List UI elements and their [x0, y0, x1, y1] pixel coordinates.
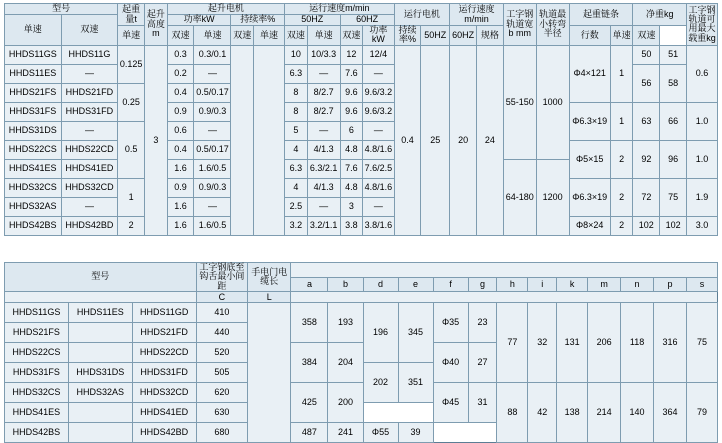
cell-power-double: 0.9/0.3 [194, 102, 231, 121]
cell-capacity: 2 [118, 216, 145, 235]
cell-60-single: 4.8 [340, 140, 363, 159]
th2-g: g [468, 277, 497, 292]
cell-max-load: 0.6 [686, 45, 717, 102]
cell-60-single: 9.6 [340, 83, 363, 102]
cell2-model1: HHDS32CS [5, 383, 69, 403]
th-max-load: 工字钢轨道可用最大载重kg [686, 4, 717, 46]
cell-power-double: — [194, 121, 231, 140]
cell2-d: 196 [363, 303, 398, 363]
cell-weight-single: 50 [633, 45, 660, 64]
cell2-a: 358 [291, 303, 328, 343]
cell-60-double: — [363, 121, 394, 140]
cell-run-power: 0.4 [394, 45, 421, 235]
cell2-model2: HHDS32AS [68, 383, 132, 403]
th-travel-speed: 运行速度m/min [285, 4, 395, 15]
cell2-i: 32 [528, 303, 557, 383]
cell-50-single: 6.3 [285, 159, 308, 178]
cell-chain-spec: Φ6.3×19 [569, 102, 610, 140]
cell-weight-single: 56 [633, 64, 660, 102]
th2-dims-spacer-2 [291, 292, 718, 303]
cell-model-single: HHDS31FS [5, 102, 62, 121]
cell-turn-radius: 1000 [536, 45, 569, 159]
th-hoist-duty-single: 单速 [194, 26, 231, 46]
table-row [5, 216, 718, 235]
cell2-h: 77 [497, 303, 528, 383]
cell-run-duty: 25 [421, 45, 450, 235]
th2-model: 型号 [5, 263, 197, 292]
th2-l-symbol: L [248, 292, 291, 303]
cell-50-single: 5 [285, 121, 308, 140]
cell2-a: 425 [291, 383, 328, 423]
cell-60-double: 4.8/1.6 [363, 178, 394, 197]
cell-model-double: HHDS31FD [61, 102, 118, 121]
cell-60-single: 4.8 [340, 178, 363, 197]
cell-model-double: — [61, 121, 118, 140]
th-hoist-duty: 持续率% [231, 15, 285, 26]
cell-60-single: 7.6 [340, 64, 363, 83]
cell2-s: 79 [687, 383, 718, 443]
cell-model-single: HHDS22CS [5, 140, 62, 159]
cell2-model3: HHDS42BD [132, 423, 196, 443]
cell-50-double: 4/1.3 [307, 178, 340, 197]
cell-50-single: 4 [285, 140, 308, 159]
cell2-f: Φ55 [363, 423, 398, 443]
cell-50-double: 8/2.7 [307, 102, 340, 121]
cell-chain-rows: 2 [610, 178, 633, 216]
th-60-double: 双速 [340, 26, 363, 46]
th-model: 型号 [5, 4, 118, 15]
th-run-60: 60HZ [450, 26, 477, 46]
cell2-model2 [68, 343, 132, 363]
cell-max-load: 1.0 [686, 140, 717, 178]
th-speed-60hz: 60HZ [340, 15, 394, 26]
th-net-weight: 净重kg [633, 4, 687, 26]
cell-60-double: 9.6/3.2 [363, 102, 394, 121]
cell-run-50: 20 [450, 45, 477, 235]
specification-table-1 [4, 3, 718, 236]
th-chain-spec: 规格 [476, 26, 503, 46]
cell-power-double: — [194, 197, 231, 216]
th2-e: e [398, 277, 433, 292]
th-lift-height: 起升高度m [145, 4, 168, 46]
cell-power-single: 0.3 [167, 45, 194, 64]
cell-power-double: 0.5/0.17 [194, 83, 231, 102]
th-50-single: 单速 [254, 26, 285, 46]
th2-b: b [328, 277, 363, 292]
cell-50-double: 8/2.7 [307, 83, 340, 102]
cell2-c: 520 [196, 343, 248, 363]
cell-power-double: 0.5/0.17 [194, 140, 231, 159]
cell-run-60: 24 [476, 45, 503, 235]
cell-50-double: — [307, 121, 340, 140]
cell2-p: 316 [654, 303, 687, 383]
cell-model-single: HHDS31DS [5, 121, 62, 140]
cell2-d: 202 [363, 363, 398, 403]
cell-model-single: HHDS32CS [5, 178, 62, 197]
cell-model-single: HHDS32AS [5, 197, 62, 216]
cell2-b: 241 [328, 423, 363, 443]
cell2-m: 206 [588, 303, 621, 383]
cell2-g: 39 [398, 423, 433, 443]
cell2-model2: HHDS11ES [68, 303, 132, 323]
cell-50-double: 6.3/2.1 [307, 159, 340, 178]
cell-60-double: — [363, 197, 394, 216]
cell-60-double: 4.8/1.6 [363, 140, 394, 159]
cell-model-single: HHDS11GS [5, 45, 62, 64]
cell-60-double: — [363, 64, 394, 83]
cell-model-single: HHDS41ES [5, 159, 62, 178]
cell-model-double: HHDS21FD [61, 83, 118, 102]
cell2-l [248, 303, 291, 443]
cell-60-single: 12 [340, 45, 363, 64]
th2-n: n [621, 277, 654, 292]
cell-60-double: 7.6/2.5 [363, 159, 394, 178]
cell-60-single: 3.8 [340, 216, 363, 235]
cell-max-load: 1.0 [686, 102, 717, 140]
th2-f: f [433, 277, 468, 292]
cell-model-single: HHDS42BS [5, 216, 62, 235]
th-model-double: 双速 [61, 15, 118, 46]
cell-50-single: 6.3 [285, 64, 308, 83]
cell-chain-rows: 1 [610, 45, 633, 102]
cell-50-single: 2.5 [285, 197, 308, 216]
th-weight-double: 双速 [633, 26, 660, 46]
th2-i: i [528, 277, 557, 292]
table-row [5, 102, 718, 121]
th2-p: p [654, 277, 687, 292]
th-hoist-power-single: 单速 [118, 26, 145, 46]
th-hoist-motor: 起升电机 [167, 4, 284, 15]
cell-50-double: — [307, 64, 340, 83]
th2-min-gap: 工字钢底至钩舌最小间距 [196, 263, 248, 292]
table-row [5, 383, 718, 403]
cell2-f: Φ35 [433, 303, 468, 343]
cell-model-double: — [61, 64, 118, 83]
cell-model-double: HHDS42BD [61, 216, 118, 235]
cell2-g: 27 [468, 343, 497, 383]
th2-d: d [363, 277, 398, 292]
cell-power-single: 1.6 [167, 216, 194, 235]
cell2-model2 [68, 323, 132, 343]
cell-power-single: 0.2 [167, 64, 194, 83]
cell-weight-double: 102 [660, 216, 687, 235]
cell2-m: 214 [588, 383, 621, 443]
cell2-s: 75 [687, 303, 718, 383]
th-turn-radius: 轨道最小转弯半径 [536, 4, 569, 46]
cell-max-load: 1.9 [686, 178, 717, 216]
cell-power-double: 1.6/0.5 [194, 159, 231, 178]
cell2-g: 31 [468, 383, 497, 423]
th2-m: m [588, 277, 621, 292]
cell-model-double: HHDS11G [61, 45, 118, 64]
cell2-b: 193 [328, 303, 363, 343]
cell-model-double: HHDS32CD [61, 178, 118, 197]
cell-chain-spec: Φ5×15 [569, 140, 610, 178]
cell-power-single: 1.6 [167, 159, 194, 178]
th-run-speed: 运行速度m/min [450, 4, 504, 26]
cell-50-double: 4/1.3 [307, 140, 340, 159]
cell-50-single: 3.2 [285, 216, 308, 235]
th-60-single: 单速 [307, 26, 340, 46]
th2-h: h [497, 277, 528, 292]
cell2-c: 680 [196, 423, 248, 443]
cell2-g: 23 [468, 303, 497, 343]
cell2-model1: HHDS41ES [5, 403, 69, 423]
cell-weight-double: 96 [660, 140, 687, 178]
cell-power-single: 0.6 [167, 121, 194, 140]
th2-a: a [291, 277, 328, 292]
cell-turn-radius: 1200 [536, 159, 569, 235]
cell2-model3: HHDS41ED [132, 403, 196, 423]
cell2-e: 345 [398, 303, 433, 363]
th2-s: s [687, 277, 718, 292]
cell-60-double: 9.6/3.2 [363, 83, 394, 102]
cell-power-single: 0.9 [167, 102, 194, 121]
cell-50-double: — [307, 197, 340, 216]
cell-50-double: 3.2/1.1 [307, 216, 340, 235]
cell2-k: 138 [557, 383, 588, 443]
cell-power-single: 1.6 [167, 197, 194, 216]
cell-weight-single: 63 [633, 102, 660, 140]
th2-c-symbol: C [196, 292, 248, 303]
th-speed-50hz: 50HZ [285, 15, 341, 26]
th2-dims-spacer [291, 263, 718, 278]
cell2-model3: HHDS22CD [132, 343, 196, 363]
cell-weight-double: 58 [660, 64, 687, 102]
cell-model-single: HHDS21FS [5, 83, 62, 102]
cell-50-single: 8 [285, 83, 308, 102]
cell-capacity: 0.125 [118, 45, 145, 83]
cell2-f: Φ45 [433, 383, 468, 423]
cell-50-single: 10 [285, 45, 308, 64]
th-beam-width: 工字钢轨道宽b mm [503, 4, 536, 46]
cell2-p: 364 [654, 383, 687, 443]
cell2-b: 200 [328, 383, 363, 423]
cell2-a: 384 [291, 343, 328, 383]
cell-weight-single: 92 [633, 140, 660, 178]
cell-chain-spec: Φ6.3×19 [569, 178, 610, 216]
cell-beam-width: 64-180 [503, 159, 536, 235]
cell2-model3: HHDS21FD [132, 323, 196, 343]
cell-chain-rows: 2 [610, 216, 633, 235]
cell-capacity: 0.5 [118, 121, 145, 178]
cell2-model1: HHDS42BS [5, 423, 69, 443]
table-row [5, 45, 718, 64]
cell-beam-width: 55-150 [503, 45, 536, 159]
cell-power-double: 0.3/0.1 [194, 45, 231, 64]
cell-60-double: 3.8/1.6 [363, 216, 394, 235]
cell-weight-double: 75 [660, 178, 687, 216]
cell2-c: 410 [196, 303, 248, 323]
th-hoist-duty-double: 双速 [231, 26, 254, 46]
cell-weight-double: 66 [660, 102, 687, 140]
cell-chain-spec: Φ4×121 [569, 45, 610, 102]
cell2-i: 42 [528, 383, 557, 443]
th-run-duty: 持续率% [394, 26, 421, 46]
table-row [5, 178, 718, 197]
table-row [5, 140, 718, 159]
cell-weight-single: 102 [633, 216, 660, 235]
cell2-f: Φ40 [433, 343, 468, 383]
cell-power-single: 0.4 [167, 140, 194, 159]
th2-k: k [557, 277, 588, 292]
th-run-motor: 运行电机 [394, 4, 450, 26]
cell-chain-rows: 1 [610, 102, 633, 140]
cell-capacity: 0.25 [118, 83, 145, 121]
cell-60-single: 7.6 [340, 159, 363, 178]
cell-model-double: — [61, 197, 118, 216]
cell-model-single: HHDS11ES [5, 64, 62, 83]
cell-lift-height: 3 [145, 45, 168, 235]
cell-max-load: 3.0 [686, 216, 717, 235]
cell-power-double: 1.6/0.5 [194, 216, 231, 235]
cell-weight-single: 72 [633, 178, 660, 216]
th-chain-rows: 行数 [569, 26, 610, 46]
cell2-c: 630 [196, 403, 248, 423]
cell2-a: 487 [291, 423, 328, 443]
cell-capacity: 1 [118, 178, 145, 216]
cell2-model1: HHDS31FS [5, 363, 69, 383]
cell2-h: 88 [497, 383, 528, 443]
cell-model-double: HHDS22CD [61, 140, 118, 159]
th-run-power: 功率kW [363, 26, 394, 46]
cell-50-single: 4 [285, 178, 308, 197]
cell-60-double: 12/4 [363, 45, 394, 64]
th-chain: 起重链条 [569, 4, 633, 26]
cell2-model3: HHDS31FD [132, 363, 196, 383]
cell2-n: 118 [621, 303, 654, 383]
cell-60-single: 9.6 [340, 102, 363, 121]
dimension-table-2 [4, 262, 718, 443]
cell2-c: 440 [196, 323, 248, 343]
th-hoist-power-double: 双速 [167, 26, 194, 46]
th2-model-spacer [5, 292, 197, 303]
cell-power-double: 0.9/0.3 [194, 178, 231, 197]
cell2-model1: HHDS21FS [5, 323, 69, 343]
cell-weight-double: 51 [660, 45, 687, 64]
specification-table-1-container [4, 3, 718, 236]
cell2-model2 [68, 403, 132, 423]
cell2-n: 140 [621, 383, 654, 443]
cell2-model1: HHDS11GS [5, 303, 69, 323]
cell2-c: 505 [196, 363, 248, 383]
th-capacity: 起重量t [118, 4, 145, 26]
th2-cable-length: 手电门电缆长 [248, 263, 291, 292]
cell-50-single: 8 [285, 102, 308, 121]
cell-model-double: HHDS41ED [61, 159, 118, 178]
cell-power-single: 0.9 [167, 178, 194, 197]
cell-duty-single [231, 45, 254, 235]
th-hoist-power: 功率kW [167, 15, 231, 26]
table-row [5, 303, 718, 323]
cell2-model3: HHDS32CD [132, 383, 196, 403]
cell2-model2: HHDS31DS [68, 363, 132, 383]
th-model-single: 单速 [5, 15, 62, 46]
cell2-c: 620 [196, 383, 248, 403]
cell-chain-rows: 2 [610, 140, 633, 178]
cell-power-double: — [194, 64, 231, 83]
cell2-model1: HHDS22CS [5, 343, 69, 363]
cell-50-double: 10/3.3 [307, 45, 340, 64]
dimension-table-2-container [4, 262, 718, 443]
cell2-k: 131 [557, 303, 588, 383]
cell2-e: 351 [398, 363, 433, 403]
cell-chain-spec: Φ8×24 [569, 216, 610, 235]
cell-60-single: 6 [340, 121, 363, 140]
cell2-model3: HHDS11GD [132, 303, 196, 323]
cell2-b: 204 [328, 343, 363, 383]
th-50-double: 双速 [285, 26, 308, 46]
cell-duty-double [254, 45, 285, 235]
cell-power-single: 0.4 [167, 83, 194, 102]
cell-60-single: 3 [340, 197, 363, 216]
th-weight-single: 单速 [610, 26, 633, 46]
th-run-50: 50HZ [421, 26, 450, 46]
